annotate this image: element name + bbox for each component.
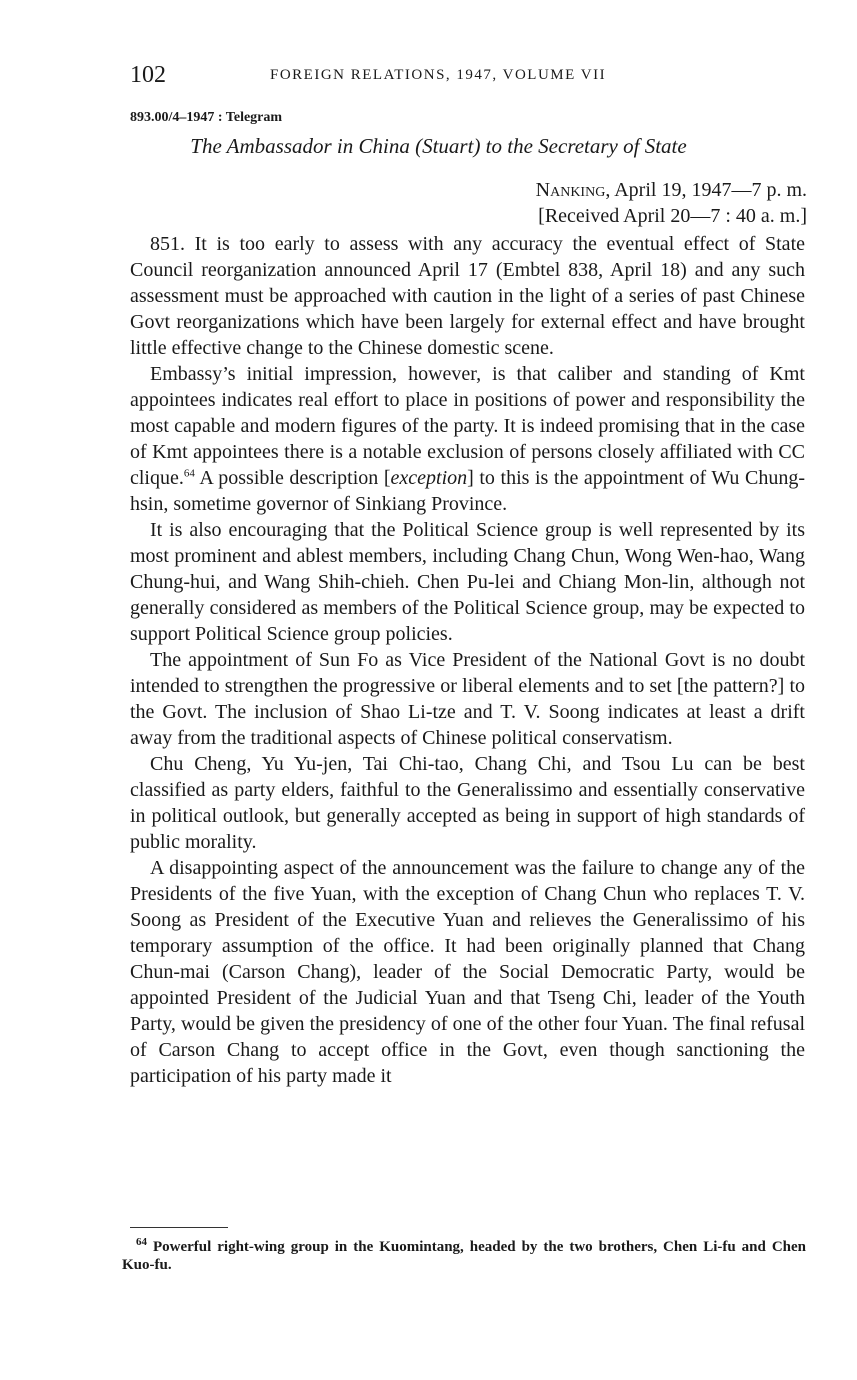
paragraph-2-italic: exception [390,467,468,489]
footnote [122,1238,806,1274]
running-head: FOREIGN RELATIONS, 1947, VOLUME VII [270,67,607,83]
dateline [536,177,807,229]
paragraph-6: A disappointing aspect of the announcement was the failure to change any of the Presidents of the five Yuan, with the exception of Chang Chun who replaces T. V. Soong as President of the Executive Yuan and relieves the Generalissimo of his temporary assumption of the office. It had been originally planned that Chang Chun-mai (Carson Chang), leader of the Social Democratic Party, would be appointed President of the Judicial Yuan and that Tseng Chi, leader of the Youth Party, would be given the presidency of one of the other four Yuan. The final refusal of Carson Chang to accept office in the Govt, even though sanctioning the participation of his party made it [130,857,805,1087]
document-title: The Ambassador in China (Stuart) to the Secretary of State [190,134,687,158]
paragraph-5: Chu Cheng, Yu Yu-jen, Tai Chi-tao, Chang Chi, and Tsou Lu can be best classified as party elders, faithful to the Generalissimo and essentially conservative in political outlook, but generally accepted as being in support of high standards of public morality. [130,753,805,853]
paragraph-2-text-b: A possible description [ [194,467,391,489]
paragraph-2-text-a: Embassy’s initial impression, however, is that caliber and standing of Kmt appointees indicates real effort to place in positions of power and responsibility the most capable and modern figures of the party. It is indeed promising that in the case of Kmt appointees there is a notable exclusion of persons closely affiliated with CC clique. [130,363,805,489]
paragraph-1: 851. It is too early to assess with any accuracy the eventual effect of State Council reorganization announced April 17 (Embtel 838, April 18) and any such assessment must be approached with caution in the light of a series of past Chinese Govt reorganizations which have been largely for external effect and have brought little effective change to the Chinese domestic scene. [130,233,805,359]
place-name: Nanking [535,179,606,201]
sent-line [536,177,807,203]
page-number: 102 [130,62,166,88]
sent-date: , April 19, 1947—7 p. m. [605,179,807,201]
page-header [130,62,810,92]
footnote-marker: 64 [136,1236,147,1248]
received-line: [Received April 20—7 : 40 a. m.] [538,205,807,227]
paragraph-2-text-c: ] to this is the appointment of Wu Chung-hsin, sometime governor of Sinkiang Province. [130,467,805,515]
footnote-reference[interactable]: 64 [183,467,195,480]
footnote-text: Powerful right-wing group in the Kuomintang, headed by the two brothers, Chen Li-fu and Chen Kuo-fu. [122,1239,806,1273]
paragraph-3: It is also encouraging that the Political Science group is well represented by its most prominent and ablest members, including Chang Chun, Wong Wen-hao, Wang Chung-hui, and Wang Shih-chieh. Chen Pu-lei and Chiang Mon-lin, although not generally considered as members of the Political Science group, may be expected to support Political Science group policies. [130,519,805,645]
paragraph-4: The appointment of Sun Fo as Vice President of the National Govt is no doubt intended to strengthen the progressive or liberal elements and to set [the pattern?] to the Govt. The inclusion of Shao Li-tze and T. V. Soong indicates at least a drift away from the traditional aspects of Chinese political conservatism. [130,649,805,749]
paragraph-2 [130,361,805,517]
telegram-body [130,231,805,1089]
document-reference: 893.00/4–1947 : Telegram [130,110,283,125]
footnote-divider [130,1227,228,1228]
